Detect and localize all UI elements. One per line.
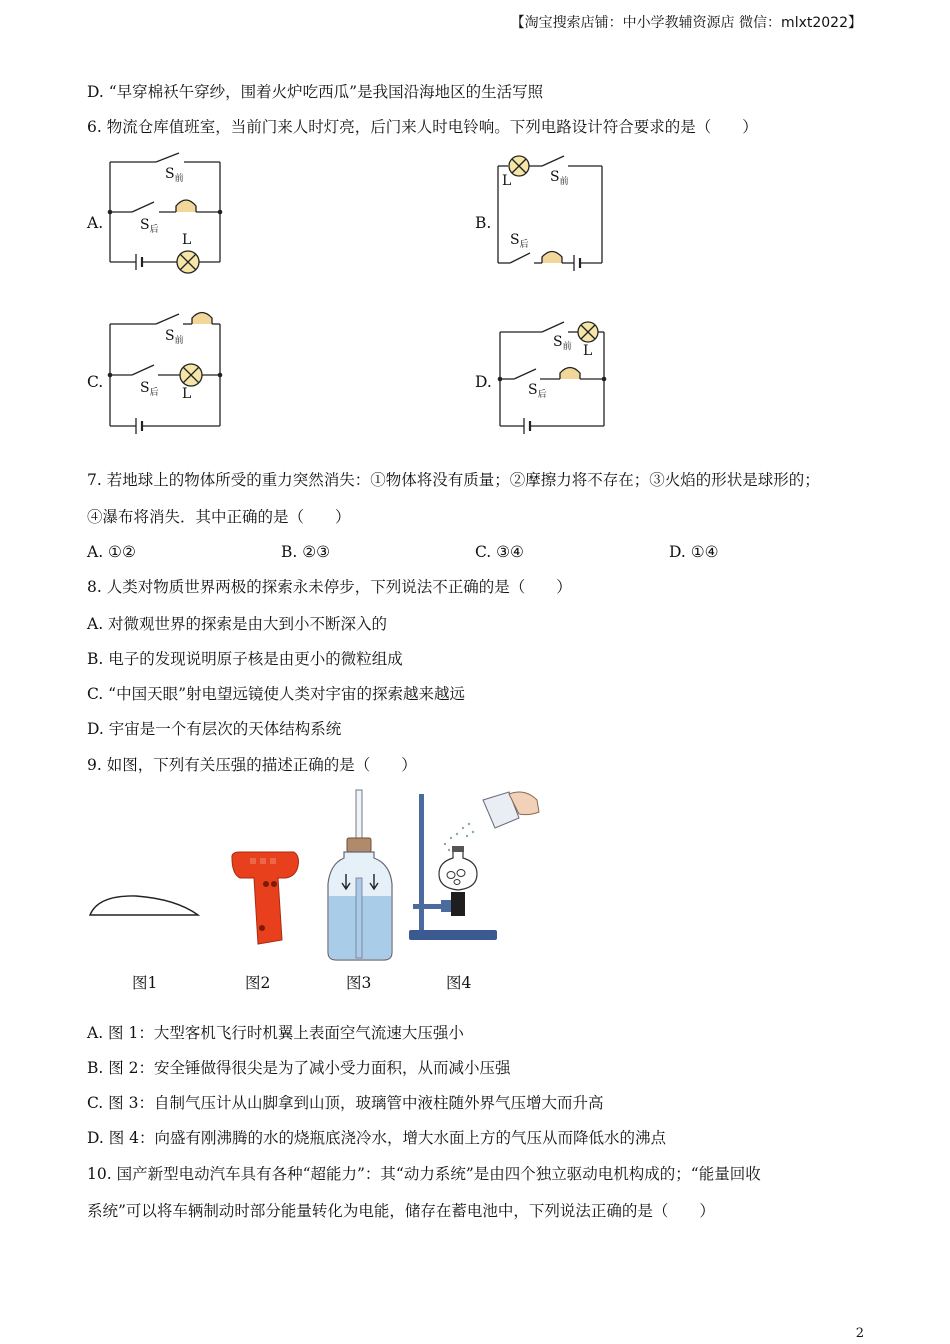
page-number: 2	[855, 1326, 864, 1341]
q7-option-d: D. ①④	[669, 543, 719, 561]
q6c-s-front: $S_前$	[165, 328, 184, 346]
fig1-label: 图1	[132, 974, 158, 992]
q6-circuit-d	[492, 316, 612, 438]
q6a-lamp: L	[182, 232, 192, 248]
q9-option-b: B. 图 2：安全锤做得很尖是为了减小受力面积，从而减小压强	[87, 1059, 511, 1077]
q7-stem-line2: ④瀑布将消失．其中正确的是（ ）	[87, 508, 351, 526]
q6-stem: 6. 物流仓库值班室，当前门来人时灯亮，后门来人时电铃响。下列电路设计符合要求的是（ ）	[87, 118, 758, 136]
q7-option-c: C. ③④	[475, 543, 524, 561]
fig2-safety-hammer	[226, 848, 306, 948]
fig4-boiling-flask	[405, 788, 545, 946]
fig2-label: 图2	[245, 974, 271, 992]
q6-option-b-label: B.	[475, 214, 492, 232]
q6-option-d-label: D.	[475, 373, 492, 391]
page-header: 【淘宝搜索店铺：中小学教辅资源店 微信：mlxt2022】	[510, 15, 862, 31]
q6-option-a-label: A.	[87, 214, 104, 232]
fig1-wing	[86, 885, 204, 925]
q8-option-c: C. “中国天眼”射电望远镜使人类对宇宙的探索越来越远	[87, 685, 466, 703]
q7-option-b: B. ②③	[281, 543, 331, 561]
q10-stem-line1: 10. 国产新型电动汽车具有各种“超能力”：其“动力系统”是由四个独立驱动电机构成的；“能量回收	[87, 1165, 761, 1183]
q6b-s-front: $S_前$	[550, 169, 569, 187]
q6c-s-back: $S_后$	[140, 380, 159, 398]
q8-stem: 8. 人类对物质世界两极的探索永未停步，下列说法不正确的是（ ）	[87, 578, 572, 596]
q6d-s-back: $S_后$	[528, 382, 547, 400]
q8-option-b: B. 电子的发现说明原子核是由更小的微粒组成	[87, 650, 403, 668]
q9-stem: 9. 如图，下列有关压强的描述正确的是（ ）	[87, 756, 417, 774]
q6a-s-front: $S_前$	[165, 166, 184, 184]
q6d-s-front: $S_前$	[553, 334, 572, 352]
q6d-lamp: L	[583, 343, 593, 359]
fig3-label: 图3	[346, 974, 372, 992]
fig4-label: 图4	[446, 974, 472, 992]
q6b-s-back: $S_后$	[510, 232, 529, 250]
q9-option-a: A. 图 1：大型客机飞行时机翼上表面空气流速大压强小	[87, 1024, 464, 1042]
q7-option-a: A. ①②	[87, 543, 136, 561]
q8-option-a: A. 对微观世界的探索是由大到小不断深入的	[87, 615, 388, 633]
q6a-s-back: $S_后$	[140, 217, 159, 235]
q10-stem-line2: 系统”可以将车辆制动时部分能量转化为电能，储存在蓄电池中，下列说法正确的是（ ）	[87, 1202, 715, 1220]
q5-option-d: D. “早穿棉袄午穿纱，围着火炉吃西瓜”是我国沿海地区的生活写照	[87, 83, 544, 101]
q7-stem-line1: 7. 若地球上的物体所受的重力突然消失：①物体将没有质量；②摩擦力将不存在；③火焰的形状是球形的；	[87, 471, 820, 489]
q6c-lamp: L	[182, 386, 192, 402]
q9-option-d: D. 图 4：向盛有刚沸腾的水的烧瓶底浇冷水，增大水面上方的气压从而降低水的沸点	[87, 1129, 667, 1147]
q8-option-d: D. 宇宙是一个有层次的天体结构系统	[87, 720, 342, 738]
q6b-lamp: L	[502, 173, 512, 189]
q6-option-c-label: C.	[87, 373, 104, 391]
q9-option-c: C. 图 3：自制气压计从山脚拿到山顶，玻璃管中液柱随外界气压增大而升高	[87, 1094, 604, 1112]
fig3-barometer-bottle	[326, 788, 396, 963]
